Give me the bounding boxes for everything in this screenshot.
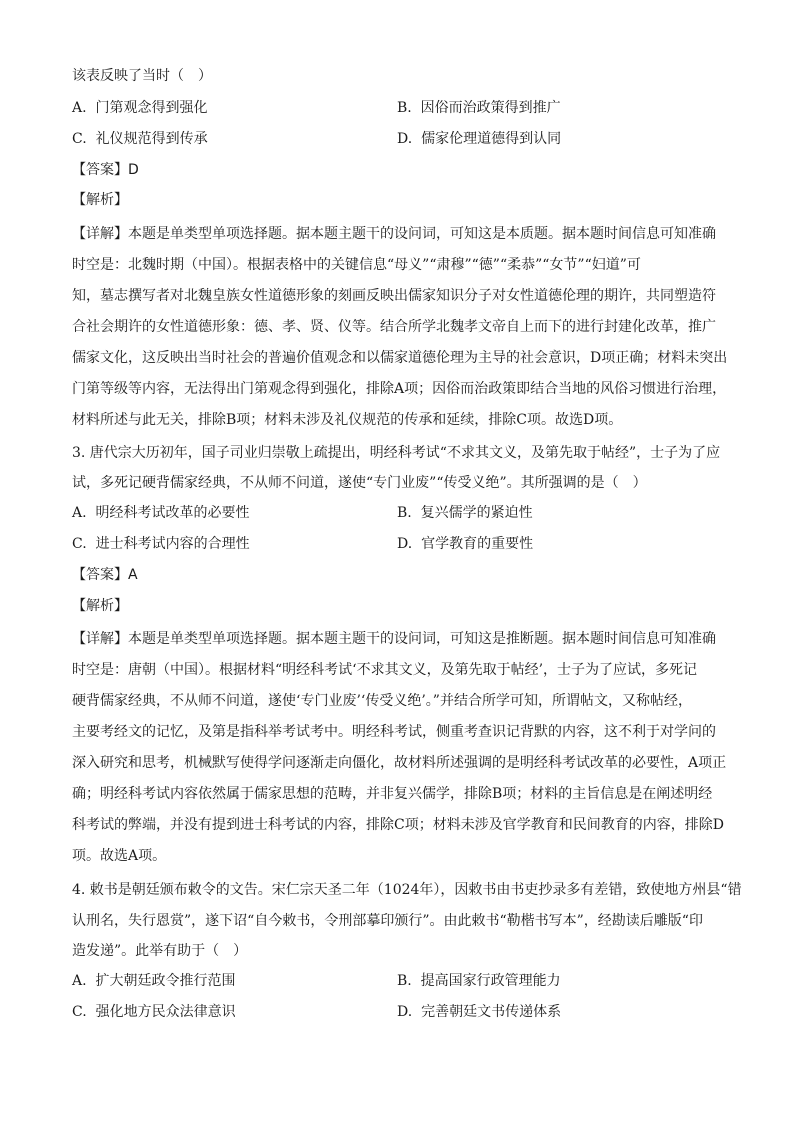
q2-stem-end: 该表反映了当时（ ）	[72, 68, 212, 84]
q4-option-a[interactable]	[72, 971, 235, 991]
q2-explanation-line: 门第等级等内容，无法得出门第观念得到强化，排除A项；因俗而治政策即结合当地的风俗习惯进行治理，	[72, 381, 727, 397]
q4-options-row-1	[72, 971, 722, 991]
q4-stem-line: 4. 敕书是朝廷颁布敕令的文告。宋仁宗天圣二年（1024年），因敕书由书吏抄录多有差错，致使地方州县“错	[72, 882, 742, 898]
option-label: C.	[72, 536, 87, 552]
option-label: A.	[72, 973, 87, 989]
option-text: 提高国家行政管理能力	[420, 973, 561, 989]
q3-explanation-line: 项。故选A项。	[72, 848, 167, 864]
option-text: 扩大朝廷政令推行范围	[95, 973, 236, 989]
q3-option-b[interactable]	[397, 503, 533, 523]
option-label: A.	[72, 100, 87, 116]
option-text: 儒家伦理道德得到认同	[421, 131, 562, 147]
q3-options-row-2	[72, 534, 722, 554]
q2-explanation-line: 知，墓志撰写者对北魏皇族女性道德形象的刻画反映出儒家知识分子对女性道德伦理的期许，共同塑造符	[72, 288, 716, 304]
q2-option-c[interactable]	[72, 129, 208, 149]
option-text: 强化地方民众法律意识	[95, 1004, 236, 1020]
q3-analysis-heading: 【解析】	[72, 598, 128, 614]
q2-options-row-1	[72, 98, 722, 118]
q2-explanation-line: 时空是：北魏时期（中国）。根据表格中的关键信息“母义”“肃穆”“德”“柔恭”“女节”“妇道”可	[72, 257, 641, 273]
option-text: 门第观念得到强化	[95, 100, 208, 116]
option-label: D.	[397, 536, 413, 552]
q4-option-d[interactable]	[397, 1002, 561, 1022]
q2-option-b[interactable]	[397, 98, 561, 118]
q3-option-a[interactable]	[72, 503, 249, 523]
option-label: C.	[72, 1004, 87, 1020]
q2-explanation-line: 合社会期许的女性道德形象：德、孝、贤、仪等。结合所学北魏孝文帝自上而下的进行封建化改革，推广	[72, 319, 716, 335]
q3-stem-line: 3. 唐代宗大历初年，国子司业归崇敬上疏提出，明经科考试“不求其文义，及第先取于帖经”，士子为了应	[72, 445, 721, 461]
q2-answer: 【答案】D	[72, 162, 139, 178]
q4-option-c[interactable]	[72, 1002, 236, 1022]
q2-options-row-2	[72, 129, 722, 149]
option-label: D.	[397, 1004, 413, 1020]
q2-explanation-line: 儒家文化，这反映出当时社会的普遍价值观念和以儒家道德伦理为主导的社会意识，D项正确；材料未突出	[72, 350, 728, 366]
option-text: 因俗而治政策得到推广	[420, 100, 561, 116]
option-label: B.	[397, 973, 412, 989]
q2-explanation-line: 材料所述与此无关，排除B项；材料未涉及礼仪规范的传承和延续，排除C项。故选D项。	[72, 412, 623, 428]
q3-explanation-line: 确；明经科考试内容依然属于儒家思想的范畴，并非复兴儒学，排除B项；材料的主旨信息是在阐述明经	[72, 786, 713, 802]
q3-option-c[interactable]	[72, 534, 250, 554]
q3-explanation-line: 时空是：唐朝（中国）。根据材料“明经科考试‘不求其文义，及第先取于帖经’，士子为了应试，多死记	[72, 662, 698, 678]
option-text: 完善朝廷文书传递体系	[421, 1004, 562, 1020]
q2-option-d[interactable]	[397, 129, 561, 149]
q3-option-d[interactable]	[397, 534, 533, 554]
q4-option-b[interactable]	[397, 971, 561, 991]
q3-answer: 【答案】A	[72, 567, 138, 583]
q2-explanation-line: 【详解】本题是单类型单项选择题。据本题主题干的设问词，可知这是本质题。据本题时间信息可知准确	[72, 226, 716, 242]
option-label: D.	[397, 131, 413, 147]
option-text: 明经科考试改革的必要性	[95, 505, 250, 521]
option-label: B.	[397, 505, 412, 521]
q3-explanation-line: 深入研究和思考，机械默写使得学问逐渐走向僵化，故材料所述强调的是明经科考试改革的必要性，A项正	[72, 755, 727, 771]
q3-explanation-line: 硬背儒家经典，不从师不问道，遂使‘专门业废’‘传受义绝’。”并结合所学可知，所谓帖文，又称帖经，	[72, 693, 692, 709]
option-text: 进士科考试内容的合理性	[95, 536, 250, 552]
option-label: C.	[72, 131, 87, 147]
option-text: 官学教育的重要性	[421, 536, 534, 552]
q3-explanation-line: 【详解】本题是单类型单项选择题。据本题主题干的设问词，可知这是推断题。据本题时间信息可知准确	[72, 631, 716, 647]
q2-analysis-heading: 【解析】	[72, 192, 128, 208]
option-text: 复兴儒学的紧迫性	[420, 505, 533, 521]
q3-explanation-line: 科考试的弊端，并没有提到进士科考试的内容，排除C项；材料未涉及官学教育和民间教育的内容，排除D	[72, 817, 724, 833]
q3-options-row-1	[72, 503, 722, 523]
option-label: A.	[72, 505, 87, 521]
option-text: 礼仪规范得到传承	[95, 131, 208, 147]
q3-stem-line: 试，多死记硬背儒家经典，不从师不问道，遂使“专门业废”“传受义绝”。其所强调的是（ ）	[72, 475, 647, 491]
option-label: B.	[397, 100, 412, 116]
q4-stem-line: 造发递”。此举有助于（ ）	[72, 943, 248, 959]
q3-explanation-line: 主要考经文的记忆，及第是指科举考试考中。明经科考试，侧重考查识记背默的内容，这不利于对学问的	[72, 724, 716, 740]
q2-option-a[interactable]	[72, 98, 207, 118]
q4-stem-line: 认刑名，失行恩赏”，遂下诏“自今敕书，令刑部摹印颁行”。由此敕书“勒楷书写本”，经勘读后雕版“印	[72, 913, 703, 929]
q4-options-row-2	[72, 1002, 722, 1022]
